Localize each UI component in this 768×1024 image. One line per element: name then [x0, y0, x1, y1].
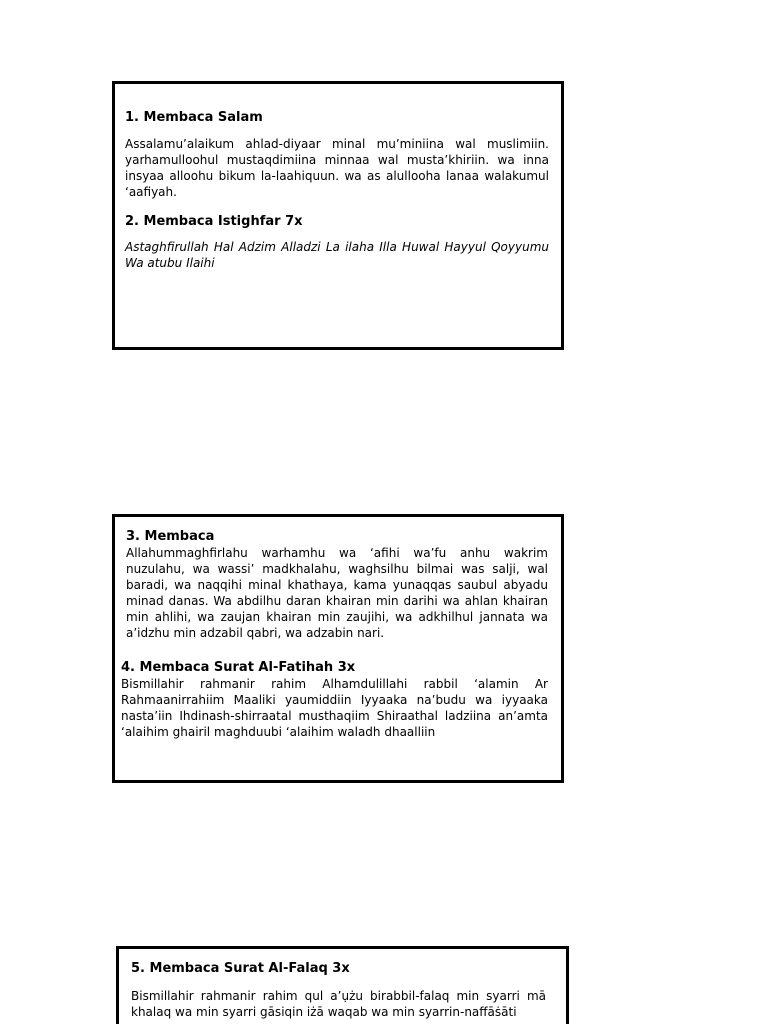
text-al-fatihah: Bismillahir rahmanir rahim Alhamdulillahi rabbil ‘alamin Ar Rahmaanirrahiim Maaliki yaumiddiin Iyyaaka na’budu wa iyyaaka nasta’iin Ihdinash-shirraatal musthaqiim Shiraathal ladziina an’amta ‘alaihim ghairil maghduubi ‘alaihim waladh dhaalliin: [121, 677, 548, 739]
text-al-falaq: Bismillahir rahmanir rahim qul a’ụżu birabbil-falaq min syarri mā khalaq wa min syarri gāsiqin iżā waqab wa min syarrin-naffāṡāti: [131, 989, 546, 1019]
section-box-doa-fatihah: [112, 514, 564, 783]
text-istighfar: Astaghfirullah Hal Adzim Alladzi La ilaha Illa Huwal Hayyul Qoyyumu Wa atubu Ilaihi: [125, 240, 549, 270]
text-salam: Assalamu’alaikum ahlad-diyaar minal mu’miniina wal muslimiin. yarhamulloohul mustaqdimiina minnaa wal musta’khiriin. wa inna insyaa alloohu bikum la-laahiquun. wa as alullooha lanaa walakumul ‘aafiyah.: [125, 137, 549, 199]
heading-membaca-istighfar: 2. Membaca Istighfar 7x: [125, 214, 303, 229]
section-box-al-falaq: [116, 946, 569, 1024]
heading-membaca-salam: 1. Membaca Salam: [125, 110, 263, 125]
heading-membaca-doa: 3. Membaca: [126, 529, 215, 544]
section-box-salam-istighfar: [112, 81, 564, 350]
heading-membaca-al-falaq: 5. Membaca Surat Al-Falaq 3x: [131, 961, 350, 976]
heading-membaca-al-fatihah: 4. Membaca Surat Al-Fatihah 3x: [121, 660, 356, 675]
text-doa: Allahummaghfirlahu warhamhu wa ‘afihi wa’fu anhu wakrim nuzulahu, wa wassi’ madkhalahu, waghsilhu bilmai was salji, wal baradi, wa naqqihi minal khathaya, kama yunaqqas saubul abyadu minad danas. Wa abdilhu daran khairan min darihi wa ahlan khairan min ahlihi, wa zaujan khairan min zaujihi, wa adkhilhul jannata wa a’idzhu min adzabil qabri, wa adzabin nari.: [126, 546, 548, 640]
